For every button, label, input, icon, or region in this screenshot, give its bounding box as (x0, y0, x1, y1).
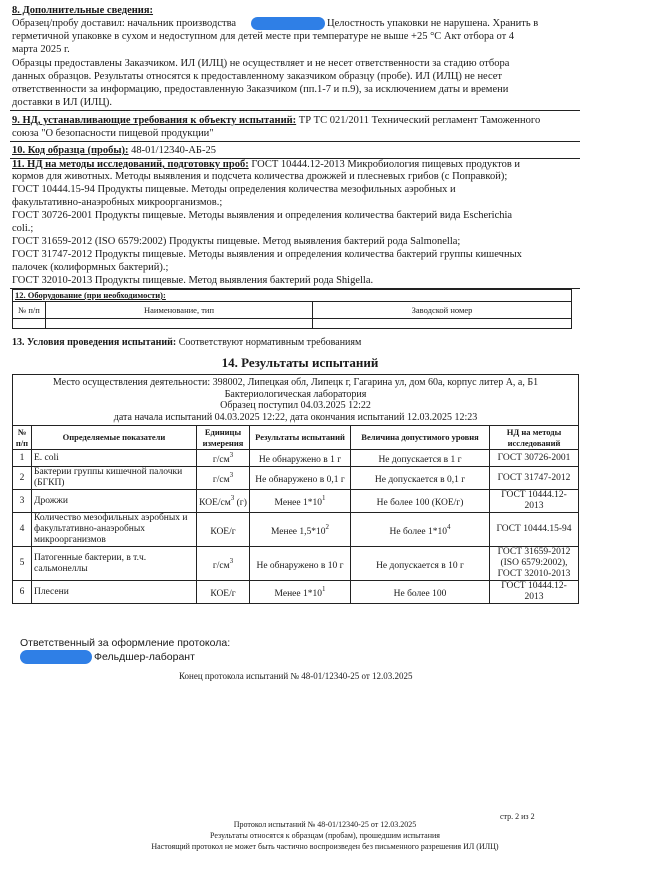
lab-name: Бактериологическая лаборатория (224, 388, 367, 400)
result-sup: 2 (325, 522, 330, 531)
method: ГОСТ 31659-2012 (ISO 6579:2002), ГОСТ 32010-2013 (497, 547, 571, 579)
section8-line1b: Целостность упаковки не нарушена. Хранить в (327, 18, 539, 29)
row-unit (197, 450, 250, 467)
section13-value: Соответствуют нормативным требованиям (178, 337, 362, 348)
row-indicator (32, 581, 197, 604)
results-table (12, 374, 579, 604)
section11-line: ГОСТ 31747-2012 Продукты пищевые. Методы выявления и определения количества бактерий группы кишечных (12, 249, 522, 260)
col-results: Результаты испытаний (250, 426, 351, 450)
section8-line4: Образцы предоставлены Заказчиком. ИЛ (ИЛЦ) не осуществляет и не несет ответственности за стадию отбора (12, 58, 510, 69)
section8-line7: доставки в ИЛ (ИЛЦ). (12, 97, 113, 108)
equipment-empty-cell (13, 319, 46, 329)
section8-line6: ответственности за информацию, предоставленную Заказчиком (пп.1-7 и п.9), за исключением даты и времени (12, 84, 509, 95)
unit: КОЕ/см (199, 498, 231, 508)
section9-text1: ТР ТС 021/2011 Технический регламент Таможенного (298, 115, 541, 126)
footer-line3: Настоящий протокол не может быть частично воспроизведен без письменного разрешения ИЛ (ИЛЦ) (151, 842, 499, 851)
col-indicator: Определяемые показатели (32, 426, 197, 450)
section11-line: кормов для животных. Методы выявления и подсчета количества дрожжей и плесневых грибов (с Поправкой); (12, 171, 508, 182)
indicator: Дрожжи (34, 495, 68, 506)
row-number (13, 450, 32, 467)
section11-line: ГОСТ 32010-2013 Продукты пищевые. Метод выявления бактерий рода Shigella. (12, 275, 374, 286)
section9-text2: союза "О безопасности пищевой продукции" (12, 128, 214, 139)
result-row (13, 467, 579, 490)
allowed: Не допускается в 1 г (378, 455, 462, 465)
row-unit (197, 513, 250, 547)
result-row (13, 547, 579, 581)
responsible-label: Ответственный за оформление протокола: (20, 637, 231, 649)
result: Менее 1*10 (274, 498, 322, 508)
page-number: стр. 2 из 2 (500, 812, 535, 821)
redaction-name-2 (20, 650, 92, 664)
section8-line2: герметичной упаковке в сухом и недоступном для детей месте при температуре не выше +25 °С Акт отбора от 4 (12, 31, 515, 42)
section8-line3: марта 2025 г. (12, 44, 70, 55)
row-unit (197, 547, 250, 581)
row-result (250, 581, 351, 604)
indicator: E. coli (34, 452, 59, 463)
col-no: № п/п (13, 426, 32, 450)
section10-label: 10. Код образца (пробы): (12, 145, 129, 156)
allowed: Не более 1*10 (389, 526, 447, 537)
indicator: Плесени (34, 586, 69, 597)
row-allowed (351, 467, 490, 490)
section14-title: 14. Результаты испытаний (221, 355, 379, 370)
result-sup: 1 (321, 585, 326, 593)
unit-sup: 3 (229, 451, 234, 459)
row-indicator (32, 513, 197, 547)
row-indicator (32, 450, 197, 467)
section13-label: 13. Условия проведения испытаний: (12, 337, 177, 348)
equipment-col-serial: Заводской номер (313, 302, 572, 319)
allowed: Не более 100 (393, 589, 447, 599)
section8-line1a: Образец/пробу доставил: начальник производства (12, 18, 237, 29)
unit: г/см (212, 475, 230, 485)
section11-line: coli.; (12, 223, 34, 234)
row-unit (197, 490, 250, 513)
sample-received: Образец поступил 04.03.2025 12:22 (220, 400, 371, 411)
result: Не обнаружено в 1 г (258, 455, 342, 465)
row-allowed (351, 450, 490, 467)
section10-value: 48-01/12340-АБ-25 (131, 145, 216, 156)
indicator: Бактерии группы кишечной палочки (БГКП) (34, 467, 183, 488)
section11-line: ГОСТ 30726-2001 Продукты пищевые. Методы выявления и определения количества бактерий вида Escherichia (12, 210, 513, 221)
row-result (250, 490, 351, 513)
unit: г/см (212, 455, 230, 465)
row-number (13, 490, 32, 513)
equipment-empty-cell (46, 319, 313, 329)
results-body (13, 450, 579, 604)
row-method (490, 467, 579, 490)
section9-label: 9. НД, устанавливающие требования к объекту испытаний: (12, 115, 297, 126)
row-number (13, 513, 32, 547)
equipment-col-no: № п/п (13, 302, 46, 319)
section11-line: ГОСТ 10444.15-94 Продукты пищевые. Методы определения количества мезофильных аэробных и (12, 184, 456, 195)
unit: г/см (212, 560, 230, 571)
test-dates: дата начала испытаний 04.03.2025 12:22, дата окончания испытаний 12.03.2025 12:23 (113, 411, 478, 423)
no: 4 (19, 524, 25, 534)
col-allowed: Величина допустимого уровня (351, 426, 490, 450)
col-units: Единицы измерения (197, 426, 250, 450)
method: ГОСТ 10444.12-2013 (501, 581, 567, 602)
row-number (13, 467, 32, 490)
redaction-name-1 (251, 17, 325, 30)
no: 5 (19, 558, 25, 568)
results-header-block (13, 375, 579, 426)
result: Не обнаружено в 10 г (256, 560, 344, 571)
unit-sup: 3 (229, 471, 234, 479)
indicator: Количество мезофильных аэробных и факультативно-анаэробных микроорганизмов (34, 513, 188, 545)
equipment-col-name: Наименование, тип (46, 302, 313, 319)
unit-sup: 3 (229, 556, 234, 565)
result-row (13, 450, 579, 467)
indicator: Патогенные бактерии, в т.ч. сальмонеллы (34, 552, 147, 574)
row-result (250, 547, 351, 581)
col-method: НД на методы исследований (490, 426, 579, 450)
section11-label: 11. НД на методы исследований, подготовку проб: (12, 159, 249, 170)
result: Менее 1*10 (274, 589, 322, 599)
result: Менее 1,5*10 (270, 526, 326, 537)
equipment-table (12, 289, 572, 329)
equipment-empty-cell (313, 319, 572, 329)
allowed: Не более 100 (КОЕ/г) (376, 498, 464, 508)
method: ГОСТ 30726-2001 (497, 452, 571, 463)
row-indicator (32, 490, 197, 513)
row-indicator (32, 467, 197, 490)
no: 3 (19, 495, 25, 506)
row-allowed (351, 547, 490, 581)
section8-title: 8. Дополнительные сведения: (12, 5, 154, 16)
row-method (490, 581, 579, 604)
section11-line: ГОСТ 31659-2012 (ISO 6579:2002) Продукты пищевые. Метод выявления бактерий рода Salmonella; (12, 236, 461, 247)
row-method (490, 513, 579, 547)
divider (10, 141, 580, 142)
row-number (13, 581, 32, 604)
unit: КОЕ/г (210, 526, 236, 537)
section12-title: 12. Оборудование (при необходимости): (13, 290, 572, 302)
unit-sup: 3 (230, 494, 235, 502)
section9 (12, 114, 540, 127)
section10 (12, 144, 216, 157)
allowed: Не допускается в 10 г (376, 560, 464, 571)
unit: КОЕ/г (210, 589, 236, 599)
section11-line: палочек (колиформных бактерий).; (12, 262, 169, 273)
row-result (250, 513, 351, 547)
footer-line2: Результаты относятся к образцам (пробам), прошедшим испытания (210, 831, 440, 840)
lab-address: Место осуществления деятельности: 398002, Липецкая обл, Липецк г, Гагарина ул, дом 60а, корпус литер А, а, Б1 (52, 377, 539, 388)
row-indicator (32, 547, 197, 581)
no: 1 (19, 452, 25, 463)
no: 2 (19, 472, 25, 483)
row-number (13, 547, 32, 581)
section13 (12, 336, 361, 349)
row-result (250, 467, 351, 490)
row-method (490, 490, 579, 513)
row-method (490, 547, 579, 581)
method: ГОСТ 10444.15-94 (496, 524, 572, 534)
row-result (250, 450, 351, 467)
row-allowed (351, 513, 490, 547)
row-unit (197, 581, 250, 604)
result-row (13, 581, 579, 604)
responsible-role: Фельдшер-лаборант (94, 651, 195, 663)
allowed-sup: 4 (446, 522, 451, 531)
result-row (13, 490, 579, 513)
row-allowed (351, 490, 490, 513)
divider (10, 110, 580, 111)
result: Не обнаружено в 0,1 г (255, 475, 345, 485)
no: 6 (19, 586, 25, 597)
method: ГОСТ 31747-2012 (497, 472, 571, 483)
allowed: Не допускается в 0,1 г (374, 475, 466, 485)
unit-tail: (г) (234, 498, 247, 508)
result-row (13, 513, 579, 547)
row-allowed (351, 581, 490, 604)
section11-line: факультативно-анаэробных микроорганизмов.; (12, 197, 223, 208)
method: ГОСТ 10444.12-2013 (501, 490, 567, 511)
result-sup: 1 (321, 494, 326, 502)
section8-line5: данных образцов. Результаты относятся к предоставленному заказчиком образцу (пробе). ИЛ (ИЛЦ) не несет (12, 71, 503, 82)
row-method (490, 450, 579, 467)
end-of-protocol: Конец протокола испытаний № 48-01/12340-25 от 12.03.2025 (179, 671, 413, 681)
footer-line1: Протокол испытаний № 48-01/12340-25 от 12.03.2025 (233, 820, 417, 829)
section11-text: ГОСТ 10444.12-2013 Микробиология пищевых продуктов и (251, 159, 521, 170)
row-unit (197, 467, 250, 490)
